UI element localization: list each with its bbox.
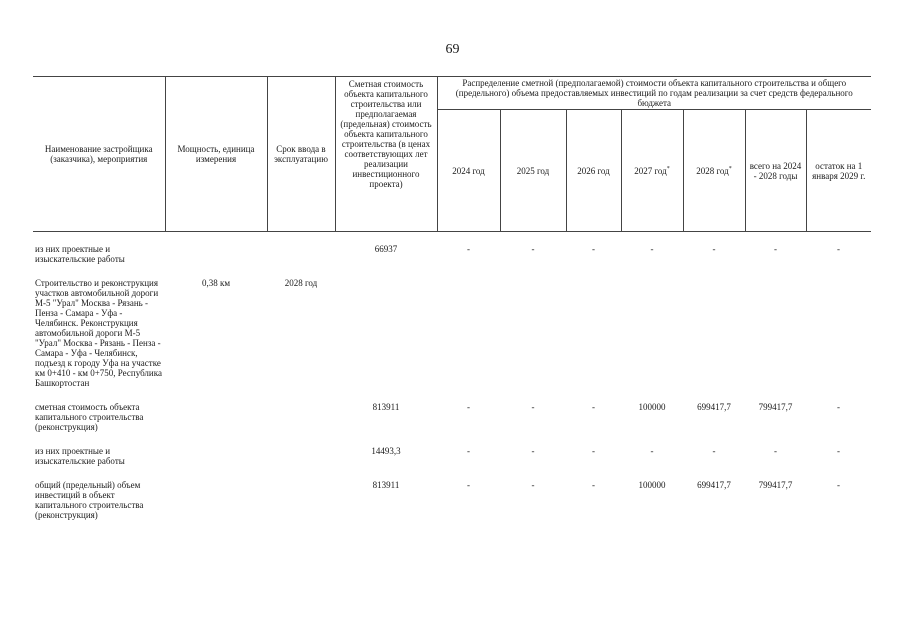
page-number: 69 xyxy=(445,42,460,57)
table-row xyxy=(33,264,871,388)
row-2028 xyxy=(683,264,745,388)
row-2027: - xyxy=(650,446,654,456)
row-2026: - xyxy=(592,402,595,412)
row-remainder: - xyxy=(837,244,840,254)
header-year-2026: 2026 год xyxy=(566,110,621,232)
row-name: общий (предельный) объем инвестиций в объект капитального строительства (реконструкция) xyxy=(35,480,144,520)
row-capacity xyxy=(165,432,267,466)
row-2026 xyxy=(566,264,621,388)
header-year-2027: 2027 год* xyxy=(621,110,683,232)
table-row xyxy=(33,388,871,432)
row-total xyxy=(745,264,806,388)
row-remainder: - xyxy=(837,480,840,490)
header-year-2025: 2025 год xyxy=(500,110,566,232)
header-year-2028: 2028 год* xyxy=(683,110,745,232)
row-2024: - xyxy=(467,402,470,412)
row-name: из них проектные и изыскательские работы xyxy=(35,446,125,466)
row-deadline xyxy=(267,432,335,466)
row-2024: - xyxy=(467,446,470,456)
row-capacity xyxy=(165,232,267,265)
row-2025: - xyxy=(531,244,535,254)
row-2027 xyxy=(621,264,683,388)
table-row xyxy=(33,432,871,466)
row-deadline xyxy=(267,232,335,265)
header-remainder: остаток на 1 января 2029 г. xyxy=(806,110,871,232)
table-row xyxy=(33,466,871,520)
row-remainder: - xyxy=(837,402,840,412)
row-2028: - xyxy=(712,446,716,456)
row-deadline xyxy=(267,388,335,432)
row-cost: 813911 xyxy=(372,480,400,490)
row-remainder: - xyxy=(837,446,840,456)
table-header xyxy=(33,77,871,232)
row-cost: 14493,3 xyxy=(371,446,401,456)
header-deadline: Срок ввода в эксплуатацию xyxy=(267,77,335,232)
row-2026: - xyxy=(592,446,595,456)
row-2024: - xyxy=(467,244,470,254)
header-name: Наименование застройщика (заказчика), мероприятия xyxy=(33,77,165,232)
row-total: 799417,7 xyxy=(758,480,793,490)
investment-table xyxy=(33,76,871,520)
table-row xyxy=(33,232,871,265)
header-estimated-cost: Сметная стоимость объекта капитального строительства или предполагаемая (предельная) стоимость объекта капитального строительства (в ценах соответствующих лет реализации инвестиционного проекта) xyxy=(335,77,437,232)
row-cost: 66937 xyxy=(374,244,398,254)
row-cost xyxy=(335,264,437,388)
row-name: из них проектные и изыскательские работы xyxy=(35,244,125,264)
row-2027: 100000 xyxy=(638,480,666,490)
row-2025: - xyxy=(531,402,535,412)
row-name: Строительство и реконструкция участков автомобильной дороги М-5 "Урал" Москва - Рязань - Пенза - Самара - Уфа - Челябинск. Реконструкция автомобильной дороги М-5 "Урал" Москва - Рязань - Пенза - Самара - Уфа - Челябинск, подъезд к городу Уфа на участке км 0+410 - км 0+750, Республика Башкортостан xyxy=(35,278,162,388)
row-2025: - xyxy=(531,480,535,490)
row-2028: - xyxy=(712,244,716,254)
row-deadline: 2028 год xyxy=(284,278,318,288)
header-distribution: Распределение сметной (предполагаемой) стоимости объекта капитального строительства и общего (предельного) объема предоставляемых инвестиций по годам реализации за счет средств федерального бюджета xyxy=(437,77,871,110)
row-capacity xyxy=(165,388,267,432)
row-2027: 100000 xyxy=(638,402,666,412)
row-remainder xyxy=(806,264,871,388)
row-total: - xyxy=(774,446,777,456)
row-total: - xyxy=(774,244,777,254)
row-2026: - xyxy=(592,244,595,254)
row-2025 xyxy=(500,264,566,388)
row-2028: 699417,7 xyxy=(697,480,731,490)
row-cost: 813911 xyxy=(372,402,400,412)
row-capacity xyxy=(165,466,267,520)
header-total: всего на 2024 - 2028 годы xyxy=(745,110,806,232)
row-total: 799417,7 xyxy=(758,402,793,412)
row-2024: - xyxy=(467,480,470,490)
row-2027: - xyxy=(650,244,654,254)
row-name: сметная стоимость объекта капитального строительства (реконструкция) xyxy=(35,402,144,432)
table-body xyxy=(33,232,871,521)
row-deadline xyxy=(267,466,335,520)
row-2026: - xyxy=(592,480,595,490)
row-2024 xyxy=(437,264,500,388)
header-capacity: Мощность, единица измерения xyxy=(165,77,267,232)
row-2028: 699417,7 xyxy=(697,402,731,412)
header-year-2024: 2024 год xyxy=(437,110,500,232)
row-2025: - xyxy=(531,446,535,456)
row-capacity: 0,38 км xyxy=(201,278,231,288)
